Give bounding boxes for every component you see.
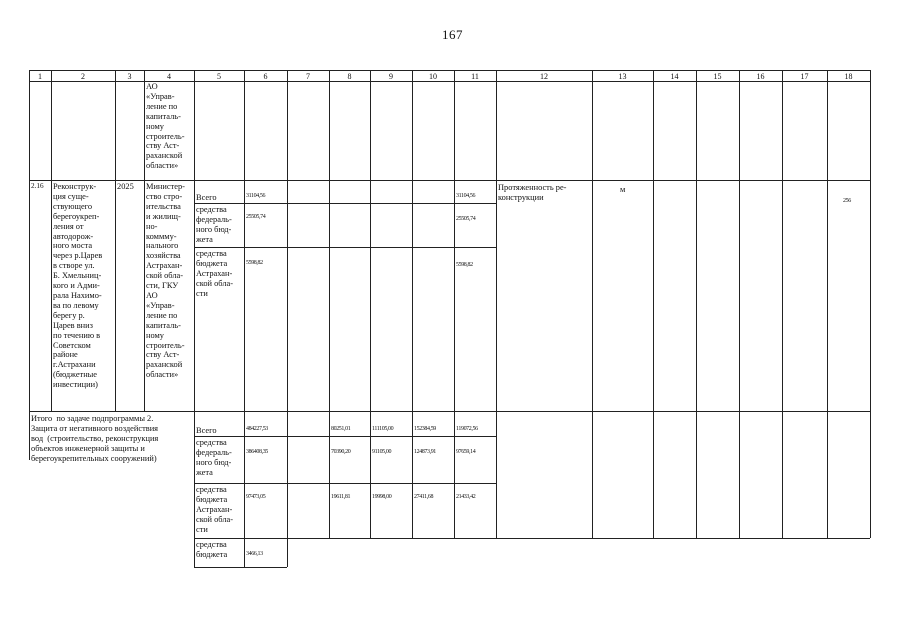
table-rule (29, 70, 870, 71)
column-number-6: 6 (263, 72, 268, 81)
column-number-9: 9 (389, 72, 393, 81)
table-rule (29, 411, 870, 412)
total-col9: 91105,00 (372, 449, 392, 455)
total-col6: 386408,35 (246, 449, 268, 455)
indicator-value: 256 (843, 198, 851, 204)
value-col11: 25505,74 (456, 216, 476, 222)
column-number-16: 16 (756, 72, 765, 81)
column-number-10: 10 (429, 72, 437, 81)
table-rule (329, 70, 330, 411)
total-label: Итого по задаче подпрограммы 2. Защита от негативного воздействия вод (строительство, реконструкция объектов инженерной защиты и берегоукрепительных сооружений) (31, 414, 159, 463)
total-col8: 80251,01 (331, 426, 351, 432)
table-rule (653, 411, 654, 538)
value-col6: 31104,56 (246, 193, 266, 199)
indicator-name: Протяженность ре- конструкции (498, 183, 567, 202)
total-col6: 484227,53 (246, 426, 268, 432)
table-rule (194, 567, 287, 568)
table-rule (194, 411, 195, 538)
table-rule (194, 538, 496, 539)
value-col6: 25505,74 (246, 214, 266, 220)
table-rule (496, 70, 497, 411)
table-rule (696, 70, 697, 411)
value-col11: 5598,82 (456, 262, 473, 268)
table-rule (115, 70, 116, 411)
table-rule (496, 538, 870, 539)
table-rule (329, 411, 330, 538)
total-source-regional: средства бюджета Астрахан- ской обла- сти (196, 485, 234, 534)
table-rule (739, 70, 740, 411)
total-col11: 119072,56 (456, 426, 478, 432)
column-number-12: 12 (540, 72, 548, 81)
column-number-17: 17 (800, 72, 809, 81)
row-number: 2.16 (31, 182, 44, 190)
table-rule (782, 411, 783, 538)
table-rule (194, 483, 496, 484)
table-rule (454, 411, 455, 538)
total-col10: 152384,59 (414, 426, 436, 432)
column-number-15: 15 (713, 72, 722, 81)
table-rule (29, 70, 30, 411)
value-col11: 31104,56 (456, 193, 476, 199)
measure-executor: Министер- ство стро- ительства и жилищ- но- коммму- нального хозяйства Астрахан- ской обла- сти, ГКУ АО «Управ- ление по капиталь- ному строитель- ству Аст- раханской области» (146, 182, 185, 380)
total-col10: 27411,68 (414, 494, 434, 500)
table-rule (144, 70, 145, 411)
table-rule (194, 203, 496, 204)
table-rule (827, 70, 828, 411)
table-rule (194, 247, 496, 248)
source-total: Всего (196, 193, 217, 202)
continued-executor: АО «Управ- ление по капиталь- ному строитель- ству Аст- раханской области» (146, 82, 185, 171)
total-col11: 97659,14 (456, 449, 476, 455)
measure-name: Реконструк- ция суще- ствующего берегоукреп- ления от автодорож- ного моста через р.Царев в створе ул. Б. Хмельниц- кого и Адми- рала Нахимо- ва по левому берегу р. Царев вниз по течению в Советском районе г.Астрахани (бюджетные инвестиции) (53, 182, 103, 390)
source-regional: средства бюджета Астрахан- ской обла- сти (196, 249, 234, 298)
table-rule (244, 538, 245, 567)
total-col9: 19998,00 (372, 494, 392, 500)
table-rule (194, 538, 195, 567)
page-number: 167 (442, 27, 463, 42)
total-source-federal: средства федераль- ного бюд- жета (196, 438, 232, 477)
table-rule (370, 411, 371, 538)
column-number-5: 5 (217, 72, 221, 81)
table-rule (244, 70, 245, 411)
table-rule (194, 436, 496, 437)
column-number-11: 11 (471, 72, 479, 81)
table-rule (287, 538, 288, 567)
column-number-4: 4 (167, 72, 171, 81)
table-rule (29, 411, 30, 460)
measure-year: 2025 (117, 182, 134, 191)
column-number-1: 1 (38, 72, 42, 81)
total-col8: 70390,20 (331, 449, 351, 455)
table-rule (592, 70, 593, 411)
table-rule (653, 70, 654, 411)
table-rule (244, 411, 245, 538)
table-rule (412, 411, 413, 538)
total-source-budget: средства бюджета (196, 540, 228, 559)
table-rule (287, 411, 288, 538)
column-number-3: 3 (127, 72, 132, 81)
table-rule (287, 70, 288, 411)
total-col10: 124873,91 (414, 449, 436, 455)
total-col8: 19611,81 (331, 494, 351, 500)
value-col6: 5598,82 (246, 260, 263, 266)
indicator-unit: м (620, 185, 626, 194)
table-rule (496, 411, 497, 538)
column-number-7: 7 (306, 72, 310, 81)
column-number-2: 2 (81, 72, 85, 81)
total-source-total: Всего (196, 426, 217, 435)
table-rule (827, 411, 828, 538)
column-number-13: 13 (618, 72, 627, 81)
total-col11: 21433,42 (456, 494, 476, 500)
column-number-8: 8 (347, 72, 352, 81)
table-rule (194, 70, 195, 411)
table-rule (454, 70, 455, 411)
table-rule (739, 411, 740, 538)
table-rule (592, 411, 593, 538)
table-rule (870, 70, 871, 411)
column-number-14: 14 (670, 72, 679, 81)
table-rule (782, 70, 783, 411)
table-rule (870, 411, 871, 538)
table-rule (696, 411, 697, 538)
column-number-18: 18 (844, 72, 853, 81)
table-rule (29, 180, 870, 181)
source-federal: средства федераль- ного бюд- жета (196, 205, 232, 244)
total-col6: 97473,05 (246, 494, 266, 500)
total-col6: 3466,13 (246, 551, 263, 557)
table-rule (370, 70, 371, 411)
total-col9: 111105,00 (372, 426, 394, 432)
table-rule (412, 70, 413, 411)
table-rule (51, 70, 52, 411)
